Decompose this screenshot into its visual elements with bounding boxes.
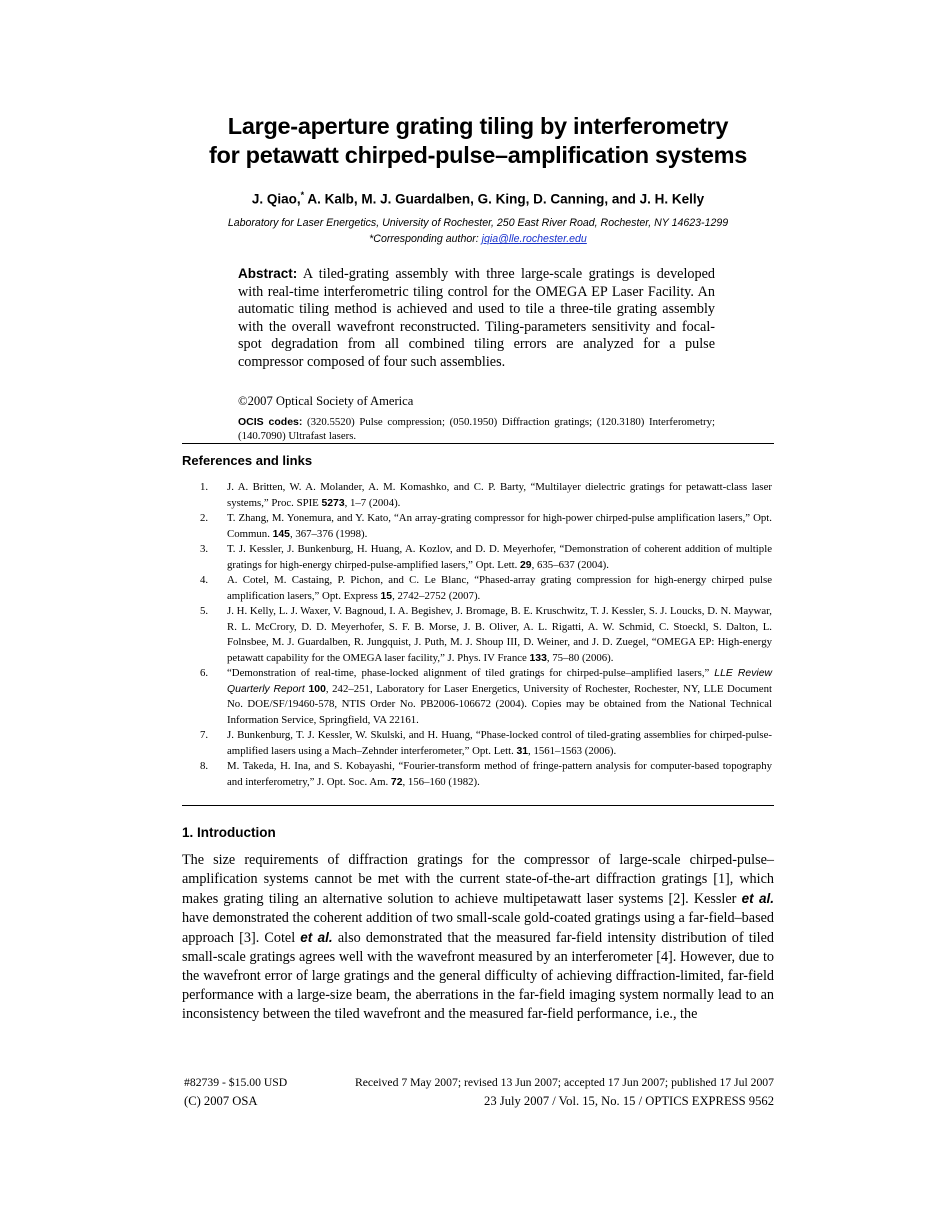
reference-volume: 72 [390,776,403,788]
paper-title [182,112,774,170]
corresponding-label: *Corresponding author: [369,233,482,245]
section-heading-introduction: 1. Introduction [182,825,276,840]
reference-volume: 5273 [321,497,345,509]
reference-number: 3. [200,543,209,555]
affiliation-address: Laboratory for Laser Energetics, University of Rochester, 250 East River Road, Rochester, NY 14623-1299 [227,217,729,229]
reference-text: M. Takeda, H. Ina, and S. Kobayashi, “Fourier-transform method of fringe-pattern analysis for computer-based topography and interferometry,” J. Opt. Soc. Am. [227,760,772,788]
reference-number: 5. [200,605,209,617]
reference-pages: , 75–80 (2006). [546,651,614,664]
reference-pages: , 1561–1563 (2006). [528,744,617,757]
ocis-text: (320.5520) Pulse compression; (050.1950) Diffraction gratings; (120.3180) Interferometry; (140.7090) Ultrafast lasers. [238,416,715,442]
reference-volume: 15 [380,590,393,602]
abstract-label: Abstract: [238,266,298,281]
reference-item [200,728,772,759]
corresponding-author [170,231,786,247]
reference-text: T. Zhang, M. Yonemura, and Y. Kato, “An array-grating compressor for high-power chirped-pulse amplification lasers,” Opt. Commun. [227,512,772,540]
affiliation [170,215,786,247]
footer-copyright: (C) 2007 OSA [184,1094,258,1108]
introduction-paragraph [182,851,774,1024]
abstract [238,265,715,371]
reference-item [200,511,772,542]
intro-text-3: also demonstrated that the measured far-field intensity distribution of tiled small-scale gratings agrees well with the wavefront measured by an interferometer [4]. However, due to the wavefront error of large gratings and the general difficulty of achieving diffraction-limited, far-field performance with a large-size beam, the aberrations in the far-field imaging system normally lead to an inconsistency between the tiled wavefront and the measured far-field performance, i.e., the [182,930,774,1022]
author-email-link[interactable]: jqia@lle.rochester.edu [481,233,587,245]
reference-text: A. Cotel, M. Castaing, P. Pichon, and C. Le Blanc, “Phased-array grating compression for high-energy chirped pulse amplification lasers,” Opt. Express [227,574,772,602]
abstract-text: A tiled-grating assembly with three large-scale gratings is developed with real-time interferometric tiling control for the OMEGA EP Laser Facility. An automatic tiling method is achieved and used to tile a three-tile grating assembly with the overall wavefront reconstructed. Tiling-parameters sensitivity and focal-spot degradation from all combined tiling errors are analyzed for a pulse compressor composed of four such assemblies. [238,266,715,370]
first-author: J. Qiao, [251,191,301,207]
reference-item [200,759,772,790]
reference-item [200,573,772,604]
reference-text: “Demonstration of real-time, phase-locked alignment of tiled gratings for chirped-pulse–amplified lasers,” [227,667,715,679]
reference-number: 2. [200,512,209,524]
reference-volume: 29 [520,559,532,571]
footer-received-dates: Received 7 May 2007; revised 13 Jun 2007; accepted 17 Jun 2007; published 17 Jul 2007 [354,1076,774,1089]
other-authors: A. Kalb, M. J. Guardalben, G. King, D. Canning, and J. H. Kelly [304,191,705,207]
divider-top [182,443,774,444]
reference-list [200,480,772,790]
reference-volume: 133 [529,652,547,664]
ocis-label: OCIS codes: [238,416,303,428]
intro-etal-1: et al. [741,891,774,906]
references-heading: References and links [182,453,313,468]
reference-item [200,542,772,573]
footer-document-number: #82739 - $15.00 USD [184,1076,288,1089]
corresponding-mark: * [300,190,305,200]
reference-pages: , 156–160 (1982). [402,775,480,788]
reference-volume: 145 [272,528,290,540]
intro-text-2: have demonstrated the coherent addition of two small-scale gold-coated gratings using a far-field–based approach [3]. Cotel [182,910,774,946]
reference-volume: 100 [304,683,326,695]
reference-text: J. A. Britten, W. A. Molander, A. M. Komashko, and C. P. Barty, “Multilayer dielectric gratings for petawatt-class laser systems,” Proc. SPIE [227,481,772,509]
reference-volume: 31 [516,745,529,757]
reference-text: J. H. Kelly, L. J. Waxer, V. Bagnoud, I. A. Begishev, J. Bromage, B. E. Kruschwitz, T. J. Kessler, S. J. Loucks, D. N. Maywar, R. L. McCrory, D. D. Meyerhofer, S. F. B. Morse, J. B. Oliver, A. L. Rigatti, A. W. Schmid, C. Stoeckl, S. Dalton, L. Folnsbee, M. J. Guardalben, R. Jungquist, J. Puth, M. J. Shoup III, D. Weiner, and J. D. Zuegel, “OMEGA EP: High-energy petawatt capability for the OMEGA laser facility,” J. Phys. IV France [227,605,772,664]
reference-pages: , 242–251, Laboratory for Laser Energetics, University of Rochester, Rochester, NY, LLE Document No. DOE/SF/19460-578, NTIS Order No. PB2006-106672 (2004). Copies may be obtained from the National Technical Information Service, Springfield, VA 22161. [227,682,772,726]
reference-pages: , 1–7 (2004). [344,496,401,509]
reference-pages: , 367–376 (1998). [289,527,368,540]
reference-number: 7. [200,729,209,741]
title-line-1: Large-aperture grating tiling by interferometry [227,113,729,139]
intro-etal-2: et al. [300,930,333,945]
reference-journal: LLE Review Quarterly Report [227,668,772,695]
reference-pages: , 2742–2752 (2007). [392,589,481,602]
reference-pages: , 635–637 (2004). [531,558,609,571]
ocis-codes [238,416,715,443]
reference-number: 6. [200,667,209,679]
abstract-copyright: ©2007 Optical Society of America [238,394,414,408]
reference-number: 4. [200,574,209,586]
reference-text: J. Bunkenburg, T. J. Kessler, W. Skulski, and H. Huang, “Phase-locked control of tiled-grating assemblies for chirped-pulse-amplified lasers using a Mach–Zehnder interferometer,” Opt. Lett. [227,729,772,757]
reference-item [200,666,772,728]
reference-item [200,604,772,666]
footer-issue: 23 July 2007 / Vol. 15, No. 15 / OPTICS EXPRESS 9562 [484,1094,774,1108]
author-list [182,190,774,207]
reference-text: T. J. Kessler, J. Bunkenburg, H. Huang, A. Kozlov, and D. D. Meyerhofer, “Demonstration of coherent addition of multiple gratings for high-energy chirped-pulse-amplified lasers,” Opt. Lett. [227,543,772,571]
reference-number: 8. [200,760,209,772]
title-line-2: for petawatt chirped-pulse–amplification systems [209,142,747,168]
reference-item [200,480,772,511]
reference-number: 1. [200,481,209,493]
divider-bottom [182,805,774,806]
intro-text-1: The size requirements of diffraction gratings for the compressor of large-scale chirped-pulse–amplification systems cannot be met with the current state-of-the-art diffraction gratings [1], which makes grating tiling an alternative solution to achieve multipetawatt laser systems [2]. Kessler [182,852,774,907]
